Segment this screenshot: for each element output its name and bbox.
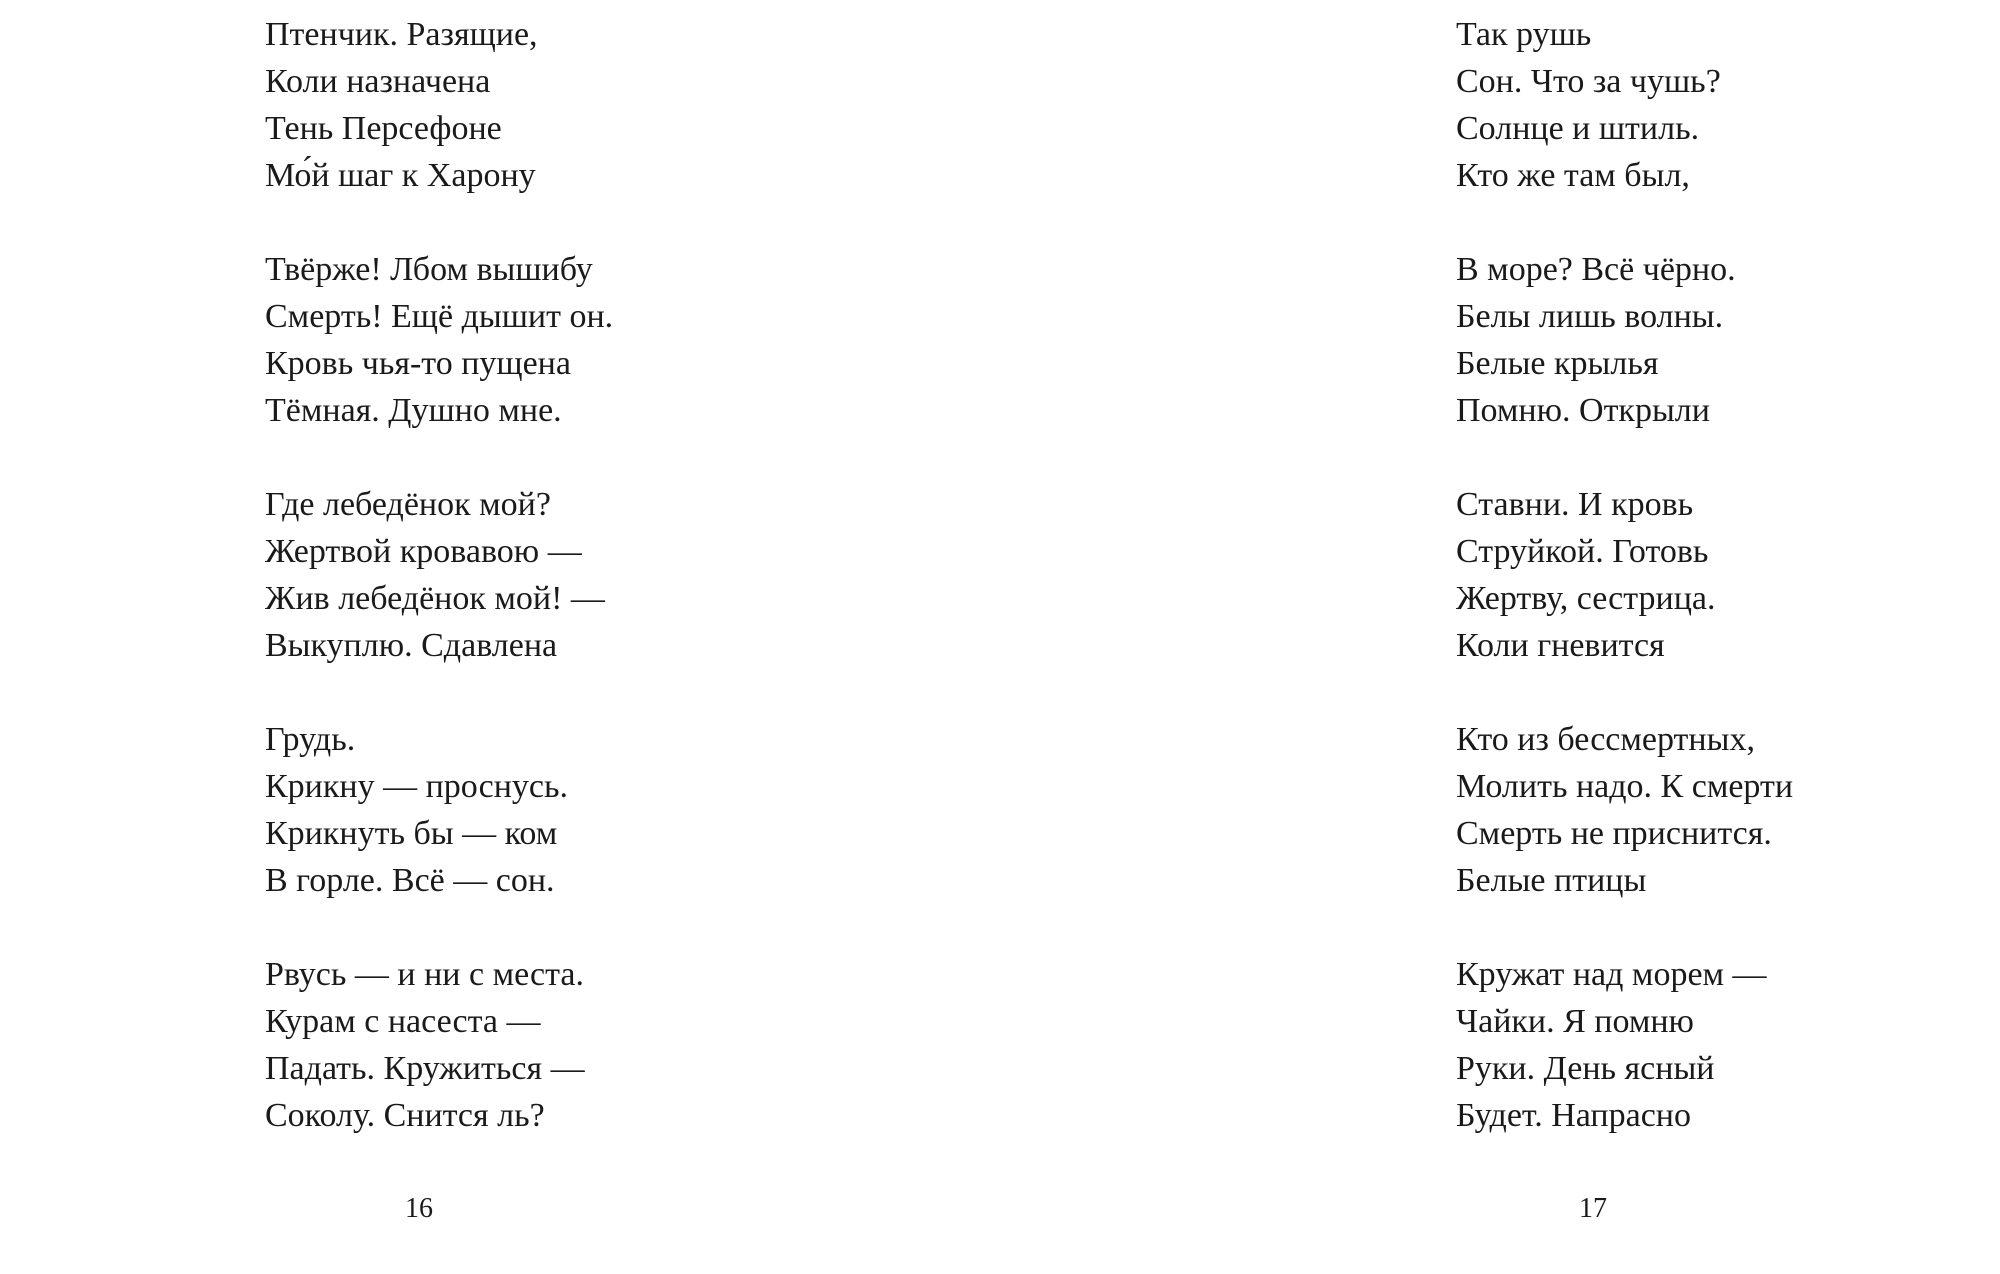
poem-line: Жив лебедёнок мой! — [265, 580, 605, 617]
poem-line: Курам с насеста — [265, 1003, 541, 1040]
right-page [1000, 0, 2000, 1274]
poem-line: Птенчик. Разящие, [265, 16, 538, 53]
poem-line: Коли назначена [265, 63, 491, 100]
poem-line: Белые птицы [1456, 862, 1647, 899]
poem-line: Коли гневится [1456, 627, 1665, 664]
stanza [1456, 246, 1793, 434]
poem-line: Сон. Что за чушь? [1456, 63, 1721, 100]
page-number: 16 [405, 1193, 433, 1224]
poem-line: Выкуплю. Сдавлена [265, 627, 558, 664]
page-number: 17 [1579, 1193, 1607, 1224]
poem-line: Кровь чья-то пущена [265, 345, 571, 382]
stanza [265, 951, 613, 1139]
poem-line: В горле. Всё — сон. [265, 862, 555, 899]
poem-line: Тёмная. Душно мне. [265, 392, 562, 429]
stanza [265, 481, 613, 669]
stanza [1456, 481, 1793, 669]
poem-line: Молить надо. К смерти [1456, 768, 1794, 805]
poem-line: Ставни. И кровь [1456, 486, 1694, 523]
poem-line: Чайки. Я помню [1456, 1003, 1694, 1040]
poem-line: Кружат над морем — [1456, 956, 1767, 993]
stanza [265, 11, 613, 199]
stanza [265, 246, 613, 434]
poem-line: Твёрже! Лбом вышибу [265, 251, 593, 288]
poem-line: Мо́й шаг к Харону [265, 157, 536, 194]
poem-line: Смерть не приснится. [1456, 815, 1772, 852]
poem-line: Где лебедёнок мой? [265, 486, 551, 523]
poem-line: Белые крылья [1456, 345, 1659, 382]
poem-line: Тень Персефоне [265, 110, 502, 147]
poem-line: Падать. Кружиться — [265, 1050, 585, 1087]
poem-line: Так рушь [1456, 16, 1592, 53]
poem-line: Крикнуть бы — ком [265, 815, 558, 852]
poem-line: Кто же там был, [1456, 157, 1690, 194]
poem-line: Смерть! Ещё дышит он. [265, 298, 614, 335]
poem-text [265, 11, 613, 1139]
poem-line: Соколу. Снится ль? [265, 1097, 545, 1134]
stanza [1456, 716, 1793, 904]
poem-line: Белы лишь волны. [1456, 298, 1724, 335]
poem-text [1456, 11, 1793, 1139]
poem-line: Грудь. [265, 721, 356, 758]
poem-line: Помню. Открыли [1456, 392, 1710, 429]
poem-line: Будет. Напрасно [1456, 1097, 1691, 1134]
poem-line: Крикну — проснусь. [265, 768, 569, 805]
poem-line: Руки. День ясный [1456, 1050, 1715, 1087]
stanza [1456, 951, 1793, 1139]
poem-line: Струйкой. Готовь [1456, 533, 1709, 570]
stanza [1456, 11, 1793, 199]
poem-line: Рвусь — и ни с места. [265, 956, 584, 993]
poem-line: Жертву, сестрица. [1456, 580, 1716, 617]
poem-line: Кто из бессмертных, [1456, 721, 1755, 758]
poem-line: Солнце и штиль. [1456, 110, 1700, 147]
poem-line: В море? Всё чёрно. [1456, 251, 1736, 288]
poem-line: Жертвой кровавою — [265, 533, 582, 570]
stanza [265, 716, 613, 904]
